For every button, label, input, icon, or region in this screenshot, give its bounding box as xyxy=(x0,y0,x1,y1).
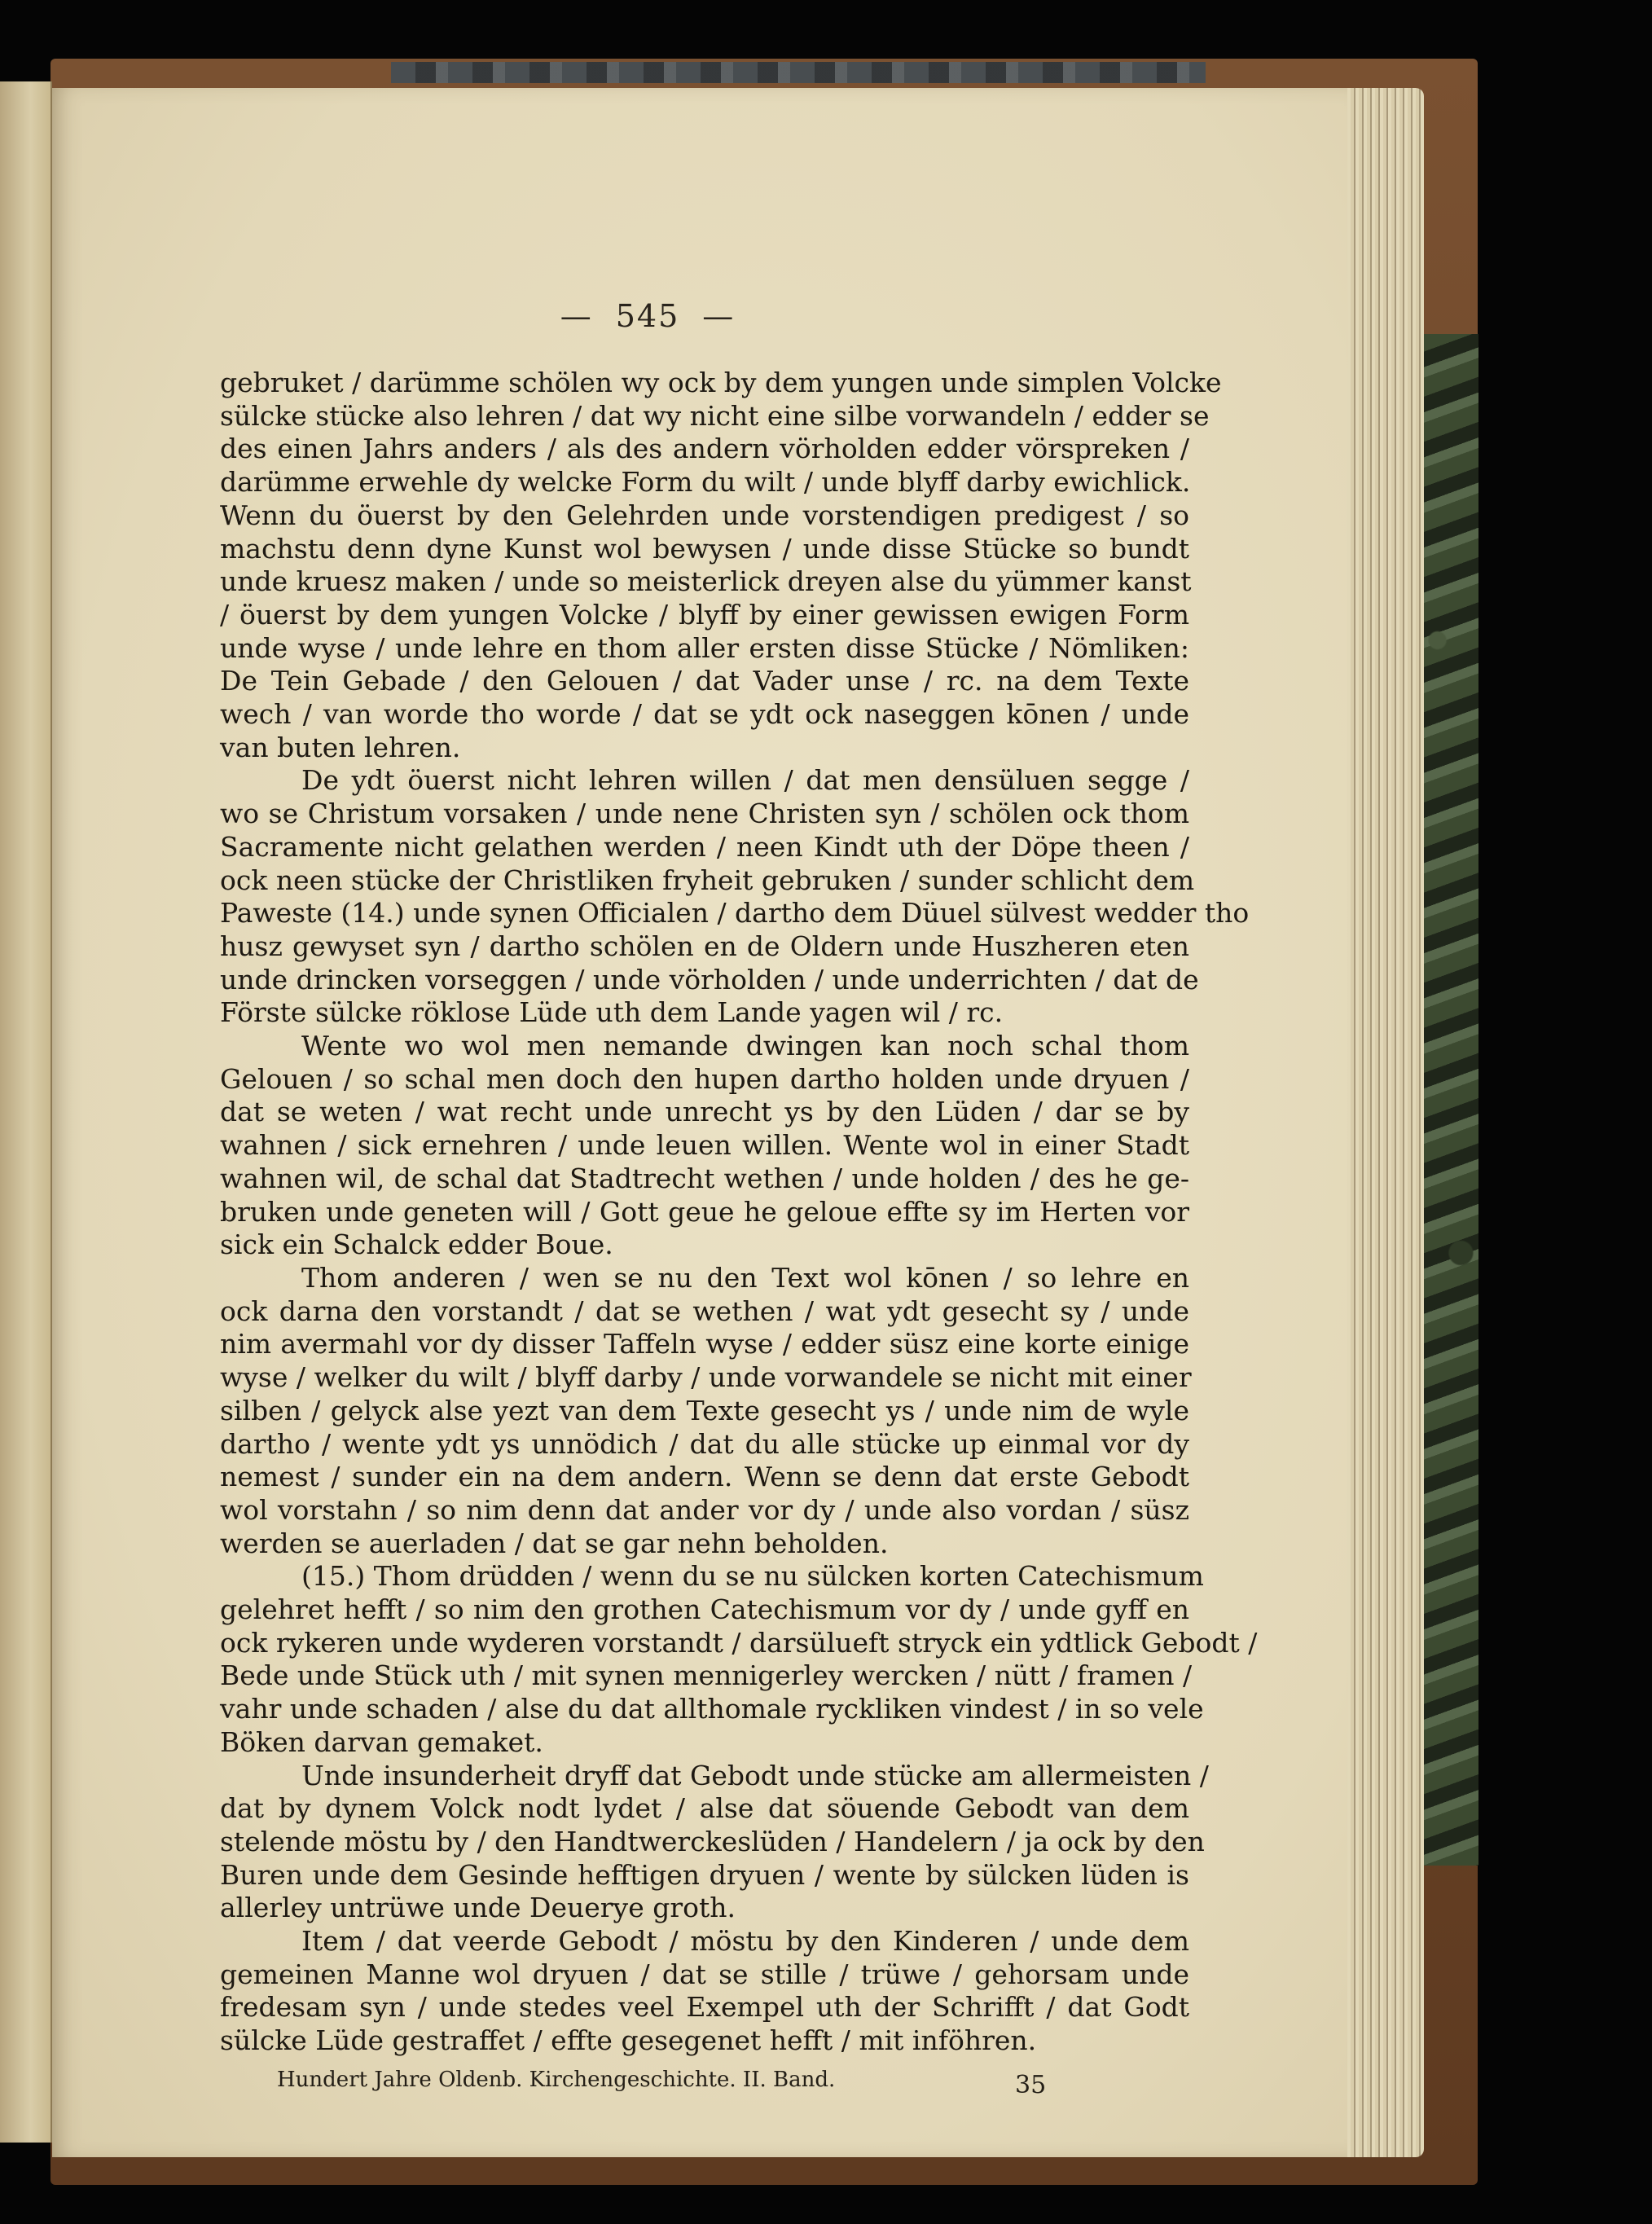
text-line: Sacramente nicht gelathen werden / neen Kindt uth der Döpe theen / xyxy=(220,830,1189,863)
text-line: (15.) Thom drüdden / wenn du se nu sülcken korten Catechismum xyxy=(301,1560,1204,1593)
text-line: stelende möstu by / den Handtwerckeslüden / Handelern / ja ock by den xyxy=(220,1825,1205,1857)
page-number: 545 xyxy=(615,298,680,334)
text-line: dartho / wente ydt ys unnödich / dat du alle stücke up einmal vor dy xyxy=(220,1427,1189,1460)
paragraph xyxy=(220,1759,1209,1926)
text-line: nim avermahl vor dy disser Taffeln wyse / edder süsz eine korte einige xyxy=(220,1328,1189,1360)
text-line: sick ein Schalck edder Boue. xyxy=(220,1228,613,1261)
text-line: allerley untrüwe unde Deuerye groth. xyxy=(220,1892,736,1924)
previous-page-edge xyxy=(0,81,52,2143)
text-line: wol vorstahn / so nim denn dat ander vor dy / unde also vordan / süsz xyxy=(220,1493,1189,1526)
paragraph xyxy=(220,1925,1189,2058)
body-text xyxy=(220,367,1258,2058)
text-line: wyse / welker du wilt / blyff darby / unde vorwandele se nicht mit einer xyxy=(220,1361,1192,1394)
text-line: Bede unde Stück uth / mit synen mennigerley wercken / nütt / framen / xyxy=(220,1659,1193,1692)
header-dash-right: — xyxy=(702,298,736,334)
text-line: Paweste (14.) unde synen Officialen / dartho dem Düuel sülvest wedder tho xyxy=(220,897,1250,930)
text-line: werden se auerladen / dat se gar nehn beholden. xyxy=(220,1527,889,1559)
text-line: / öuerst by dem yungen Volcke / blyff by einer gewissen ewigen Form xyxy=(220,598,1189,631)
text-line: wahnen wil, de schal dat Stadtrecht wethen / unde holden / des he ge- xyxy=(220,1162,1189,1194)
text-line: des einen Jahrs anders / als des andern vörholden edder vörspreken / xyxy=(220,433,1189,465)
text-line: unde drincken vorseggen / unde vörholden / unde underrichten / dat de xyxy=(220,963,1199,996)
page-leaves-edge xyxy=(1342,88,1424,2157)
text-line: gemeinen Manne wol dryuen / dat se stille / trüwe / gehorsam unde xyxy=(220,1958,1189,1990)
text-line: Förste sülcke röklose Lüde uth dem Lande yagen wil / rc. xyxy=(220,996,1004,1029)
paragraph xyxy=(220,367,1222,764)
book-page xyxy=(52,88,1347,2157)
footer-book-title: Hundert Jahre Oldenb. Kirchengeschichte. II. Band. xyxy=(277,2068,836,2092)
text-line: sülcke stücke also lehren / dat wy nicht eine silbe vorwandeln / edder se xyxy=(220,399,1210,432)
text-line: Wenn du öuerst by den Gelehrden unde vorstendigen predigest / so xyxy=(220,499,1189,531)
text-line: dat by dynem Volck nodt lydet / alse dat söuende Gebodt van dem xyxy=(220,1792,1189,1825)
page-number-header xyxy=(0,298,1295,334)
text-line: Thom anderen / wen se nu den Text wol kōnen / so lehre en xyxy=(301,1261,1189,1294)
text-line: Item / dat veerde Gebodt / möstu by den Kinderen / unde dem xyxy=(301,1925,1189,1958)
cover-marble-edge xyxy=(1417,334,1478,1866)
text-line: Böken darvan gemaket. xyxy=(220,1725,543,1758)
page-footer xyxy=(277,2068,1092,2099)
text-line: Unde insunderheit dryff dat Gebodt unde stücke am allermeisten / xyxy=(301,1759,1209,1791)
text-line: Wente wo wol men nemande dwingen kan noch schal thom xyxy=(301,1030,1189,1062)
text-line: husz gewyset syn / dartho schölen en de Oldern unde Huszheren eten xyxy=(220,930,1189,962)
text-line: De ydt öuerst nicht lehren willen / dat men densüluen segge / xyxy=(301,764,1189,797)
text-line: gelehret hefft / so nim den grothen Catechismum vor dy / unde gyff en xyxy=(220,1593,1189,1626)
text-line: De Tein Gebade / den Gelouen / dat Vader unse / rc. na dem Texte xyxy=(220,665,1189,697)
text-line: nemest / sunder ein na dem andern. Wenn se denn dat erste Gebodt xyxy=(220,1461,1189,1493)
text-line: ock neen stücke der Christliken fryheit gebruken / sunder schlicht dem xyxy=(220,864,1195,896)
text-line: Buren unde dem Gesinde hefftigen dryuen / wente by sülcken lüden is xyxy=(220,1858,1189,1891)
text-line: vahr unde schaden / alse du dat allthomale rycklikеn vindest / in so vele xyxy=(220,1693,1204,1725)
text-line: unde wyse / unde lehre en thom aller ersten disse Stücke / Nömliken: xyxy=(220,631,1189,664)
paragraph xyxy=(220,1261,1192,1560)
text-line: van buten lehren. xyxy=(220,731,461,763)
text-line: darümme erwehle dy welcke Form du wilt / unde blyff darby ewichlick. xyxy=(220,466,1191,499)
paragraph xyxy=(220,764,1250,1030)
text-line: ock darna den vorstandt / dat se wethen / wat ydt gesecht sy / unde xyxy=(220,1294,1189,1327)
signature-mark: 35 xyxy=(1015,2071,1047,2099)
text-line: dat se weten / wat recht unde unrecht ys by den Lüden / dar se by xyxy=(220,1096,1189,1128)
text-line: wahnen / sick ernehren / unde leuen willen. Wente wol in einer Stadt xyxy=(220,1129,1189,1162)
header-dash-left: — xyxy=(560,298,593,334)
paragraph xyxy=(220,1560,1258,1759)
text-line: bruken unde geneten will / Gott geue he geloue effte sy im Herten vor xyxy=(220,1195,1189,1228)
text-line: fredesam syn / unde stedes veel Exempel uth der Schrifft / dat Godt xyxy=(220,1991,1189,2024)
text-line: Gelouen / so schal men doch den hupen dartho holden unde dryuen / xyxy=(220,1062,1189,1095)
text-line: unde kruesz maken / unde so meisterlick dreyen alse du yümmer kanst xyxy=(220,565,1192,598)
text-line: ock rykeren unde wyderen vorstandt / darsülueft stryck ein ydtlick Gebodt / xyxy=(220,1626,1258,1659)
text-line: silben / gelyck alse yezt van dem Texte gesecht ys / unde nim de wyle xyxy=(220,1394,1189,1426)
text-line: wo se Christum vorsaken / unde nene Christen syn / schölen ock thom xyxy=(220,798,1189,830)
text-line: machstu denn dyne Kunst wol bewysen / unde disse Stücke so bundt xyxy=(220,532,1189,565)
paragraph xyxy=(220,1030,1189,1262)
text-line: gebruket / darümme schölen wy ock by dem yungen unde simplen Volcke xyxy=(220,367,1222,398)
text-line: wech / van worde tho worde / dat se ydt ock naseggen kōnen / unde xyxy=(220,698,1189,731)
cover-marble-top xyxy=(391,62,1206,83)
text-line: sülcke Lüde gestraffet / effte gesegenet hefft / mit inföhren. xyxy=(220,2024,1037,2057)
